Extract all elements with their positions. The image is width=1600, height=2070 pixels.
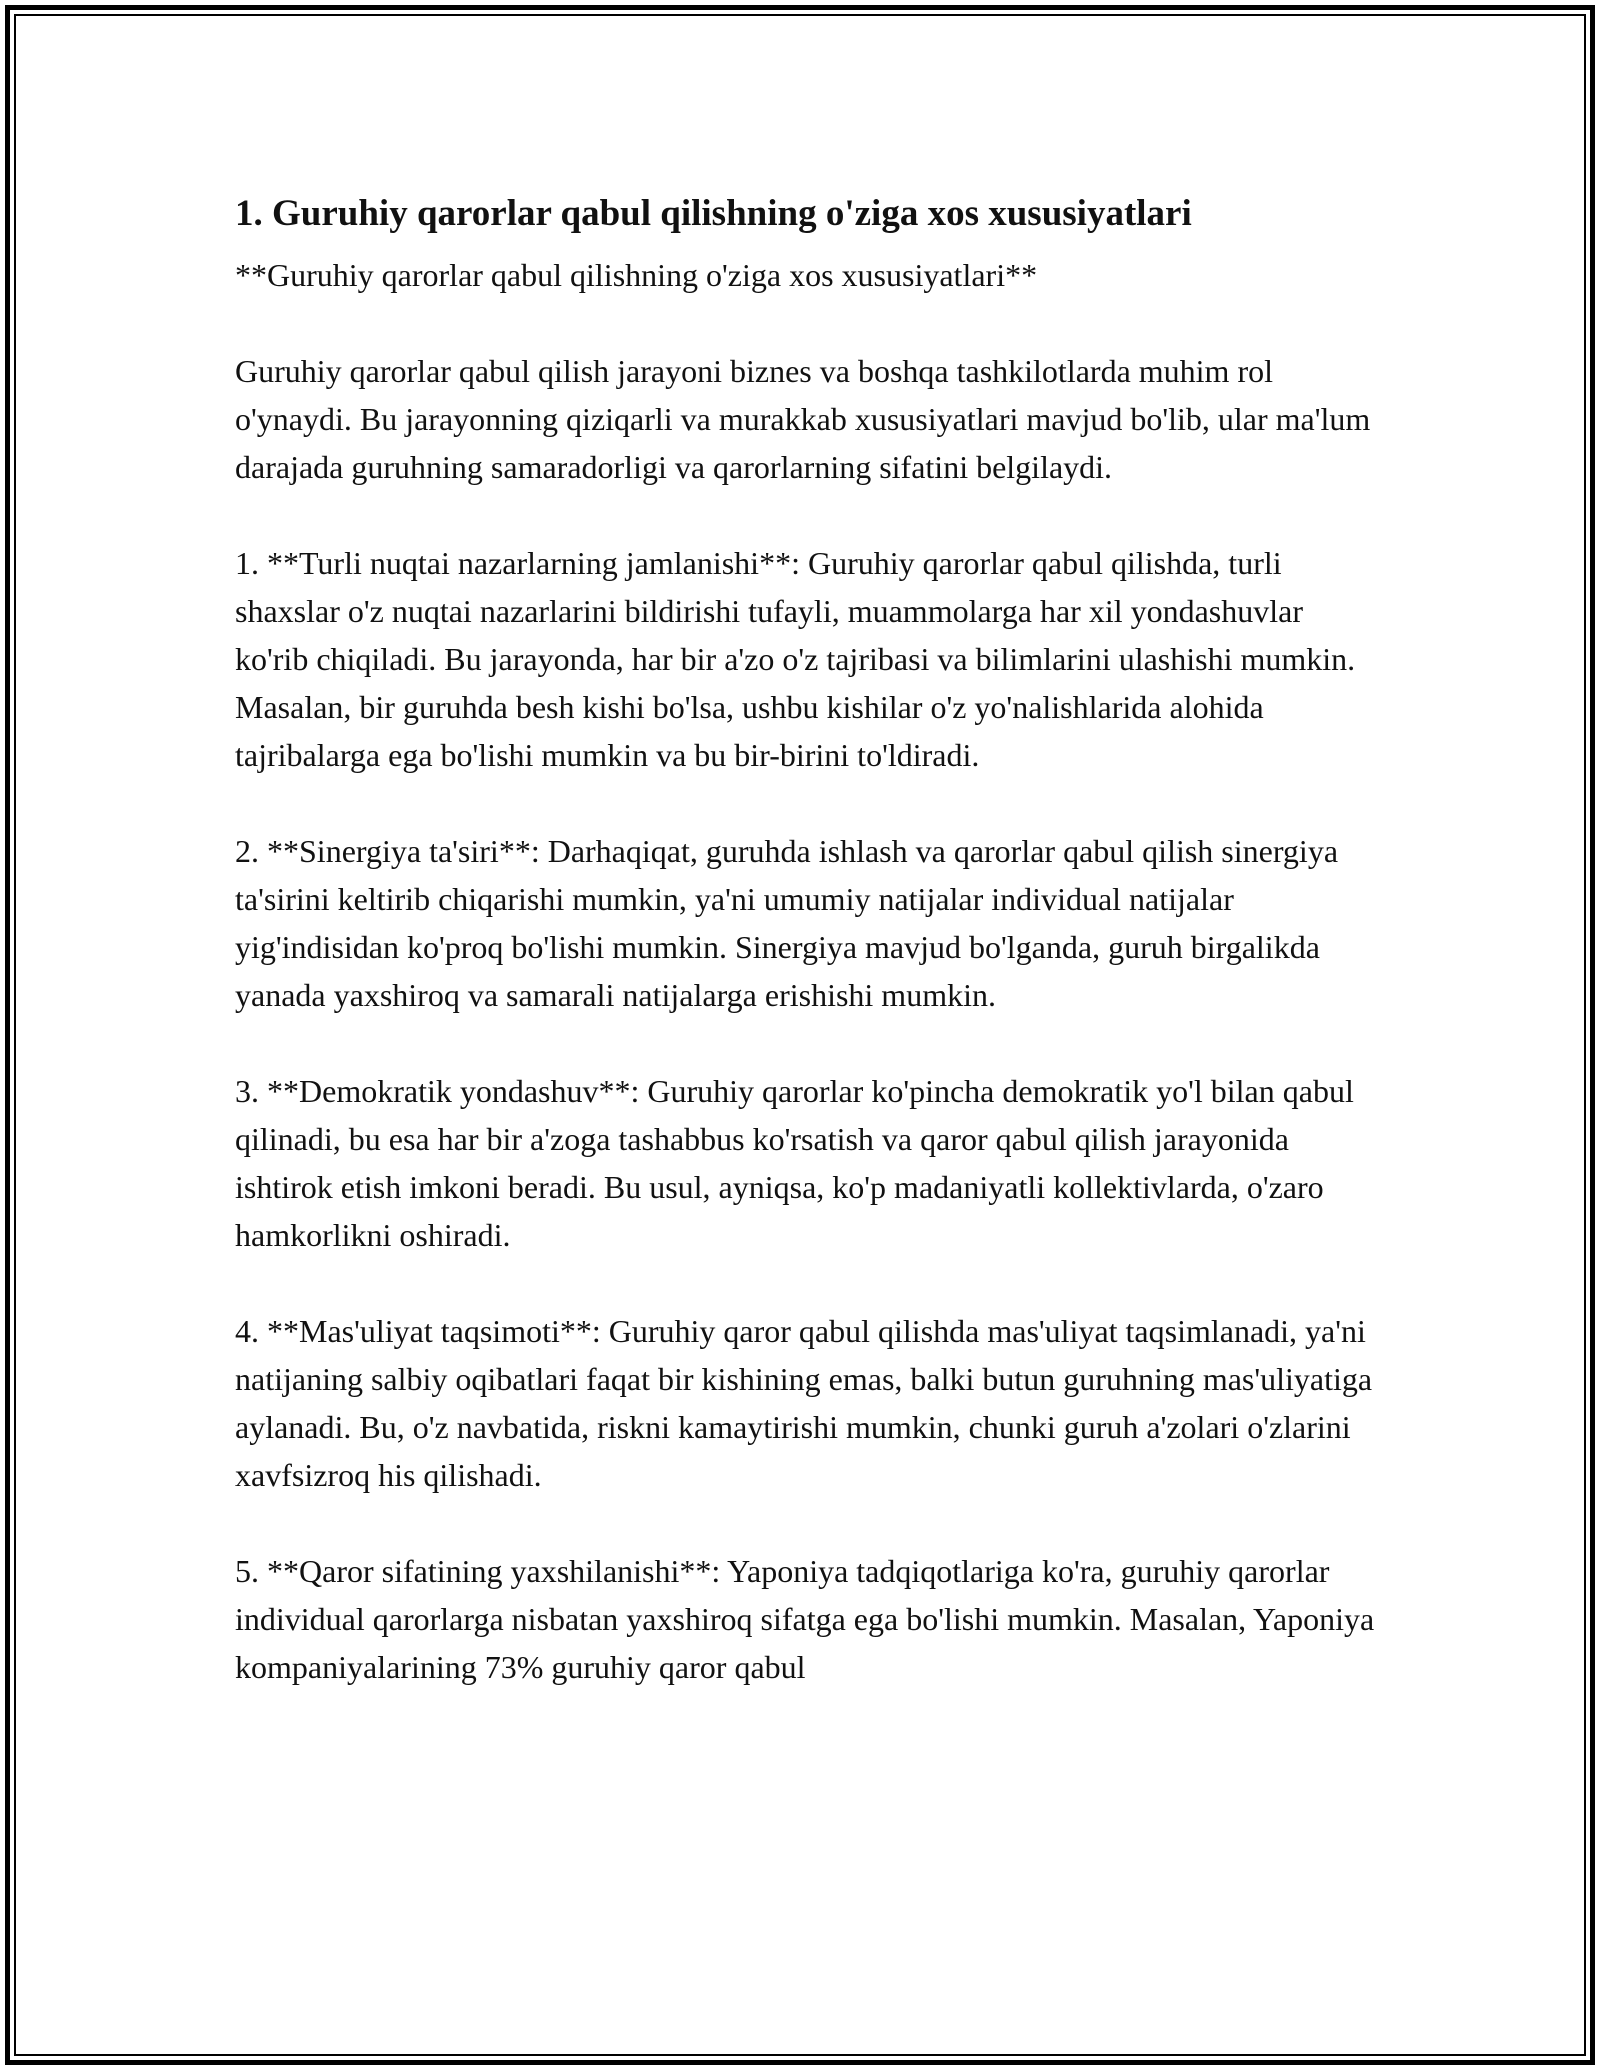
document-body — [235, 185, 1375, 1691]
point-4-paragraph: 4. **Mas'uliyat taqsimoti**: Guruhiy qaror qabul qilishda mas'uliyat taqsimlanadi, ya'ni natijaning salbiy oqibatlari faqat bir kishining emas, balki butun guruhning mas'uliyatiga aylanadi. Bu, o'z navbatida, riskni kamaytirishi mumkin, chunki guruh a'zolari o'zlarini xavfsizroq his qilishadi. — [235, 1313, 1373, 1493]
section-subtitle: **Guruhiy qarorlar qabul qilishning o'ziga xos xususiyatlari** — [235, 257, 1038, 293]
point-3-paragraph: 3. **Demokratik yondashuv**: Guruhiy qarorlar ko'pincha demokratik yo'l bilan qabul qilinadi, bu esa har bir a'zoga tashabbus ko'rsatish va qaror qabul qilish jarayonida ishtirok etish imkoni beradi. Bu usul, ayniqsa, ko'p madaniyatli kollektivlarda, o'zaro hamkorlikni oshiradi. — [235, 1073, 1354, 1253]
point-2-paragraph: 2. **Sinergiya ta'siri**: Darhaqiqat, guruhda ishlash va qarorlar qabul qilish sinergiya ta'sirini keltirib chiqarishi mumkin, ya'ni umumiy natijalar individual natijalar yig'indisidan ko'proq bo'lishi mumkin. Sinergiya mavjud bo'lganda, guruh birgalikda yanada yaxshiroq va samarali natijalarga erishishi mumkin. — [235, 833, 1339, 1013]
section-heading: 1. Guruhiy qarorlar qabul qilishning o'ziga xos xususiyatlari — [235, 193, 1192, 234]
point-1-paragraph: 1. **Turli nuqtai nazarlarning jamlanishi**: Guruhiy qarorlar qabul qilishda, turli shaxslar o'z nuqtai nazarlarini bildirishi tufayli, muammolarga har xil yondashuvlar ko'rib chiqiladi. Bu jarayonda, har bir a'zo o'z tajribasi va bilimlarini ulashishi mumkin. Masalan, bir guruhda besh kishi bo'lsa, ushbu kishilar o'z yo'nalishlarida alohida tajribalarga ega bo'lishi mumkin va bu bir-birini to'ldiradi. — [235, 545, 1356, 773]
intro-paragraph: Guruhiy qarorlar qabul qilish jarayoni biznes va boshqa tashkilotlarda muhim rol o'ynaydi. Bu jarayonning qiziqarli va murakkab xususiyatlari mavjud bo'lib, ular ma'lum darajada guruhning samaradorligi va qarorlarning sifatini belgilaydi. — [235, 353, 1371, 485]
point-5-paragraph: 5. **Qaror sifatining yaxshilanishi**: Yaponiya tadqiqotlariga ko'ra, guruhiy qarorlar individual qarorlarga nisbatan yaxshiroq sifatga ega bo'lishi mumkin. Masalan, Yaponiya kompaniyalarining 73% guruhiy qaror qabul — [235, 1553, 1375, 1685]
